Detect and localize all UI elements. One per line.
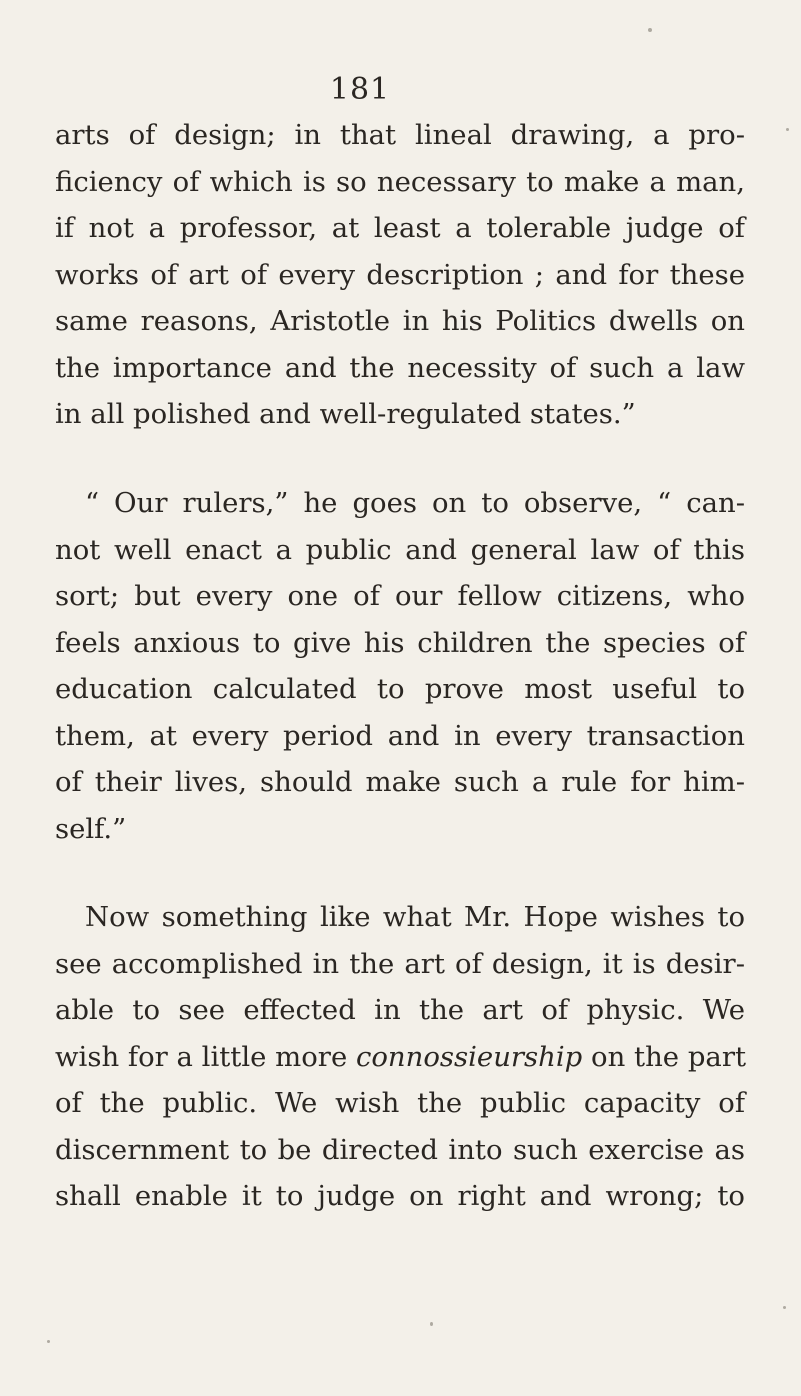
paragraph-1 (55, 112, 745, 438)
text-line: feels anxious to give his children the species of (55, 626, 745, 659)
text-line: ficiency of which is so necessary to make a man, (55, 165, 745, 198)
text-line: same reasons, Aristotle in his Politics dwells on (55, 305, 745, 337)
text-line: sort; but every one of our fellow citizens, who (55, 580, 745, 612)
text-line: self.” (55, 812, 127, 845)
paper-speck (648, 28, 652, 32)
paragraph-3 (55, 894, 745, 1220)
paragraph-2 (55, 480, 745, 852)
paper-speck (786, 128, 789, 131)
text-line: them, at every period and in every transaction (55, 719, 745, 752)
text-run: on the part (591, 1040, 747, 1073)
text-line: of the public. We wish the public capacity of (55, 1087, 745, 1119)
italic-word: connossieurship (355, 1040, 583, 1073)
text-line: in all polished and well-regulated states.” (55, 398, 636, 430)
text-line-mixed (55, 1034, 745, 1081)
text-line: of their lives, should make such a rule for him- (55, 766, 745, 798)
text-line: shall enable it to judge on right and wrong; to (55, 1180, 745, 1212)
paper-speck (783, 1306, 786, 1309)
text-line: Now something like what Mr. Hope wishes to (85, 901, 745, 933)
text-line: see accomplished in the art of design, it is desir- (55, 947, 745, 980)
text-run: wish for a little more (55, 1040, 348, 1073)
paper-speck (430, 1322, 433, 1326)
paper-speck (47, 1340, 50, 1343)
text-line: works of art of every description ; and for these (55, 258, 745, 291)
text-line: not well enact a public and general law of this (55, 533, 745, 566)
text-line: the importance and the necessity of such a law (55, 351, 745, 384)
page-number: 181 (329, 72, 391, 107)
text-line: discernment to be directed into such exercise as (55, 1133, 745, 1166)
text-line: education calculated to prove most useful to (55, 673, 745, 705)
text-line: arts of design; in that lineal drawing, a pro- (55, 119, 745, 151)
text-line: “ Our rulers,” he goes on to observe, “ can- (85, 487, 745, 519)
text-line: able to see effected in the art of physic. We (55, 994, 745, 1026)
text-line: if not a professor, at least a tolerable judge of (55, 212, 745, 244)
